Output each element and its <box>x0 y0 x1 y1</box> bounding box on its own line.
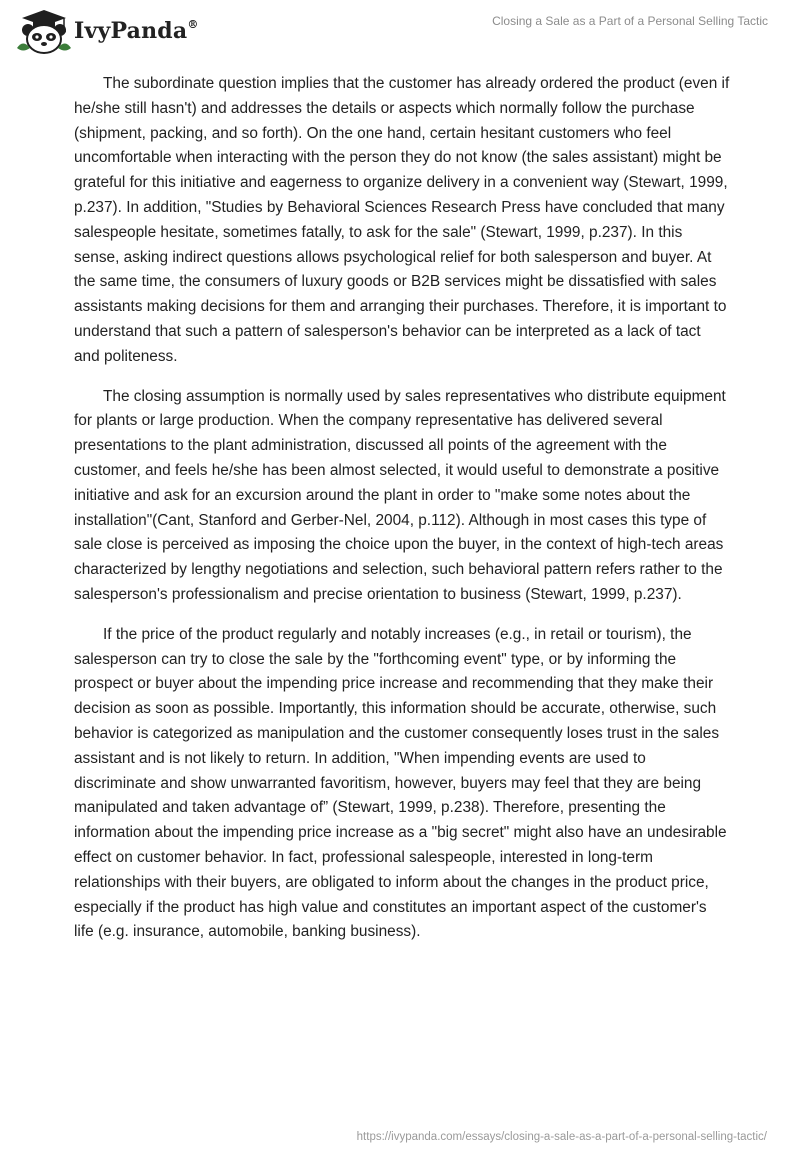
paragraph: The subordinate question implies that the customer has already ordered the product (even if he/she still hasn't) and addresses the details or aspects which normally follow the purchase (shipment, packing, and so forth). On the one hand, certain hesitant customers who feel uncomfortable when interacting with the person they do not know (the sales assistant) might be grateful for this initiative and eagerness to organize delivery in a convenient way (Stewart, 1999, p.237). In addition, "Studies by Behavioral Sciences Research Press have concluded that many salespeople hesitate, sometimes fatally, to ask for the sale" (Stewart, 1999, p.237). In this sense, asking indirect questions allows psychological relief for both salesperson and buyer. At the same time, the consumers of luxury goods or B2B services might be dissatisfied with sales assistants making decisions for them and arranging their purchases. Therefore, it is important to understand that such a pattern of salesperson's behavior can be interpreted as a lack of tact and politeness. <box>74 75 730 365</box>
source-url[interactable]: https://ivypanda.com/essays/closing-a-sale-as-a-part-of-a-personal-selling-tactic/ <box>356 1131 767 1143</box>
page-header <box>0 0 800 60</box>
brand-name-text: IvyPanda <box>74 18 188 44</box>
document-title: Closing a Sale as a Part of a Personal Selling Tactic <box>492 14 768 28</box>
paragraph: If the price of the product regularly and notably increases (e.g., in retail or tourism), the salesperson can try to close the sale by the "forthcoming event" type, or by informing the prospect or buyer about the impending price increase and recommending that they make their decision as soon as possible. Importantly, this information should be accurate, otherwise, such behavior is categorized as manipulation and the customer consequently loses trust in the sales assistant and is not likely to return. In addition, "When impending events are used to discriminate and show unwarranted favoritism, however, buyers may feel that they are being manipulated and taken advantage of” (Stewart, 1999, p.238). Therefore, presenting the information about the impending price increase as a "big secret" might also have an undesirable effect on customer behavior. In fact, professional salespeople, interested in long-term relationships with their buyers, are obligated to inform about the changes in the product price, especially if the product has high value and constitutes an important aspect of the customer's life (e.g. insurance, automobile, banking business). <box>74 625 727 941</box>
brand-name <box>74 18 199 44</box>
paragraph: The closing assumption is normally used by sales representatives who distribute equipment for plants or large production. When the company representative has delivered several presentations to the plant administration, discussed all points of the agreement with the customer, and feels he/she has been almost selected, it would useful to demonstrate a positive initiative and ask for an excursion around the plant in order to "make some notes about the installation"(Cant, Stanford and Gerber-Nel, 2004, p.112). Although in most cases this type of sale close is perceived as imposing the choice upon the buyer, in the context of high-tech areas characterized by lengthy negotiations and selection, such behavioral pattern refers rather to the salesperson's professionalism and precise orientation to business (Stewart, 1999, p.237). <box>74 387 726 603</box>
panda-graduate-icon <box>14 8 72 54</box>
brand-logo[interactable] <box>14 8 199 54</box>
registered-mark: ® <box>187 17 199 31</box>
essay-body <box>74 72 730 960</box>
